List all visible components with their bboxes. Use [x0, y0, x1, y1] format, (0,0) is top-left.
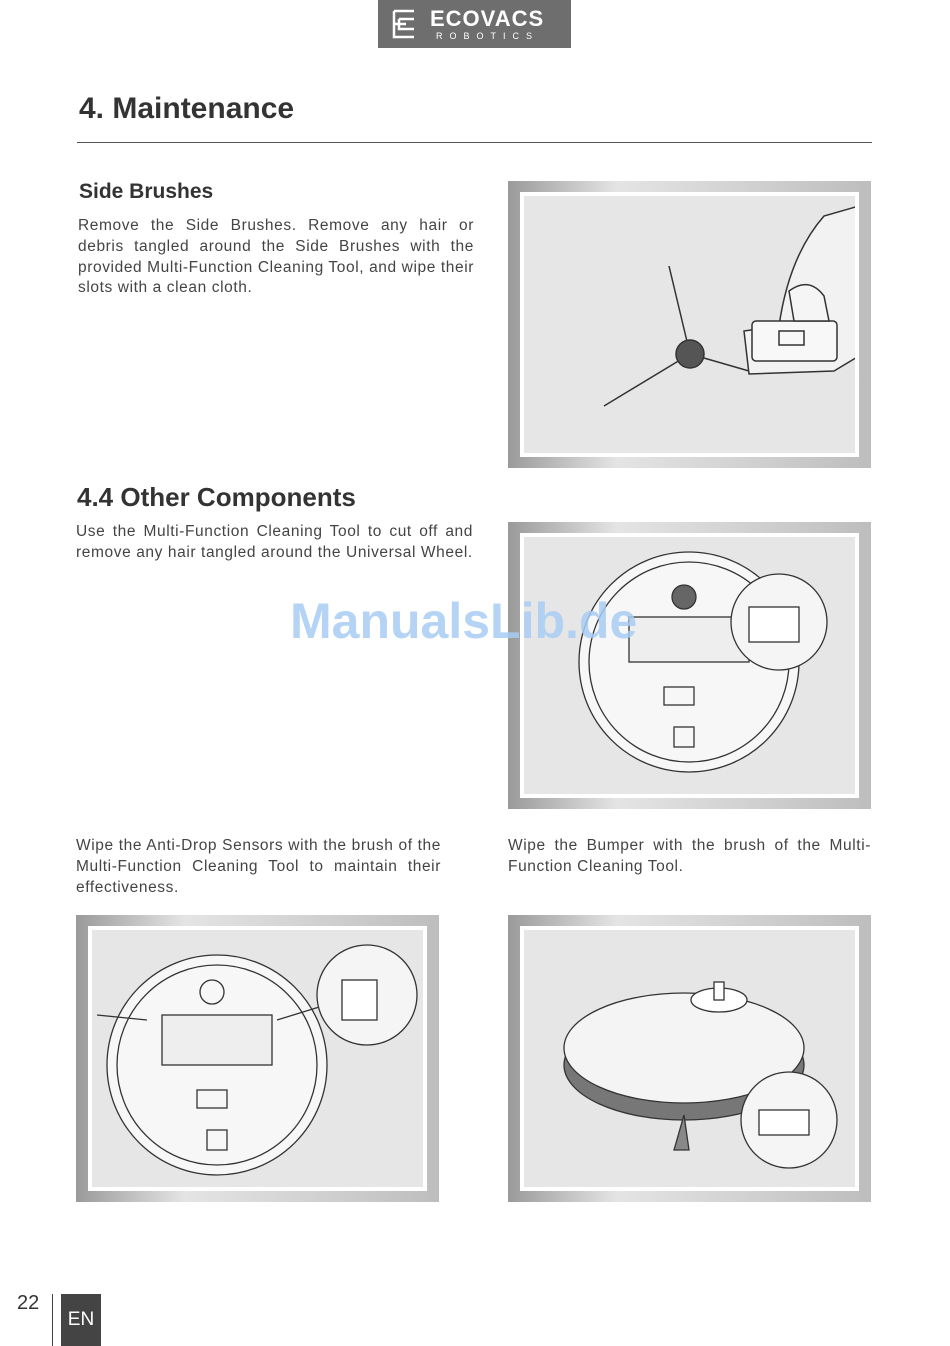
- robot-underside-sensors-drawing-icon: [92, 930, 423, 1187]
- page-title: 4. Maintenance: [79, 92, 295, 125]
- other-components-heading: 4.4 Other Components: [77, 482, 356, 512]
- side-brush-drawing-icon: [524, 196, 855, 453]
- robot-bumper-drawing-icon: [524, 930, 855, 1187]
- robot-underside-drawing-icon: [524, 537, 855, 794]
- universal-wheel-illustration: [508, 522, 871, 809]
- brand-logo: [378, 0, 571, 48]
- logo-sub-text: ROBOTICS: [436, 31, 540, 41]
- side-brushes-text: Remove the Side Brushes. Remove any hair or debris tangled around the Side Brushes with the provided Multi-Function Cleaning Tool, and wipe their slots with a clean cloth.: [78, 217, 474, 297]
- page-number: 22: [17, 1292, 40, 1314]
- title-divider: [77, 142, 872, 143]
- watermark: ManualsLib.de: [290, 593, 638, 649]
- side-brush-illustration: [508, 181, 871, 468]
- anti-drop-text: Wipe the Anti-Drop Sensors with the brush of the Multi-Function Cleaning Tool to maintain their effectiveness.: [76, 837, 441, 896]
- bumper-illustration: [508, 915, 871, 1202]
- side-brushes-heading: Side Brushes: [79, 180, 214, 203]
- anti-drop-sensor-illustration: [76, 915, 439, 1202]
- footer-divider: [52, 1294, 53, 1346]
- logo-mark-icon: [392, 9, 416, 39]
- language-tab: EN: [61, 1294, 101, 1346]
- other-components-text: Use the Multi-Function Cleaning Tool to cut off and remove any hair tangled around the Universal Wheel.: [76, 523, 473, 561]
- bumper-text: Wipe the Bumper with the brush of the Multi-Function Cleaning Tool.: [508, 837, 871, 875]
- logo-brand-text: ECOVACS: [430, 6, 545, 31]
